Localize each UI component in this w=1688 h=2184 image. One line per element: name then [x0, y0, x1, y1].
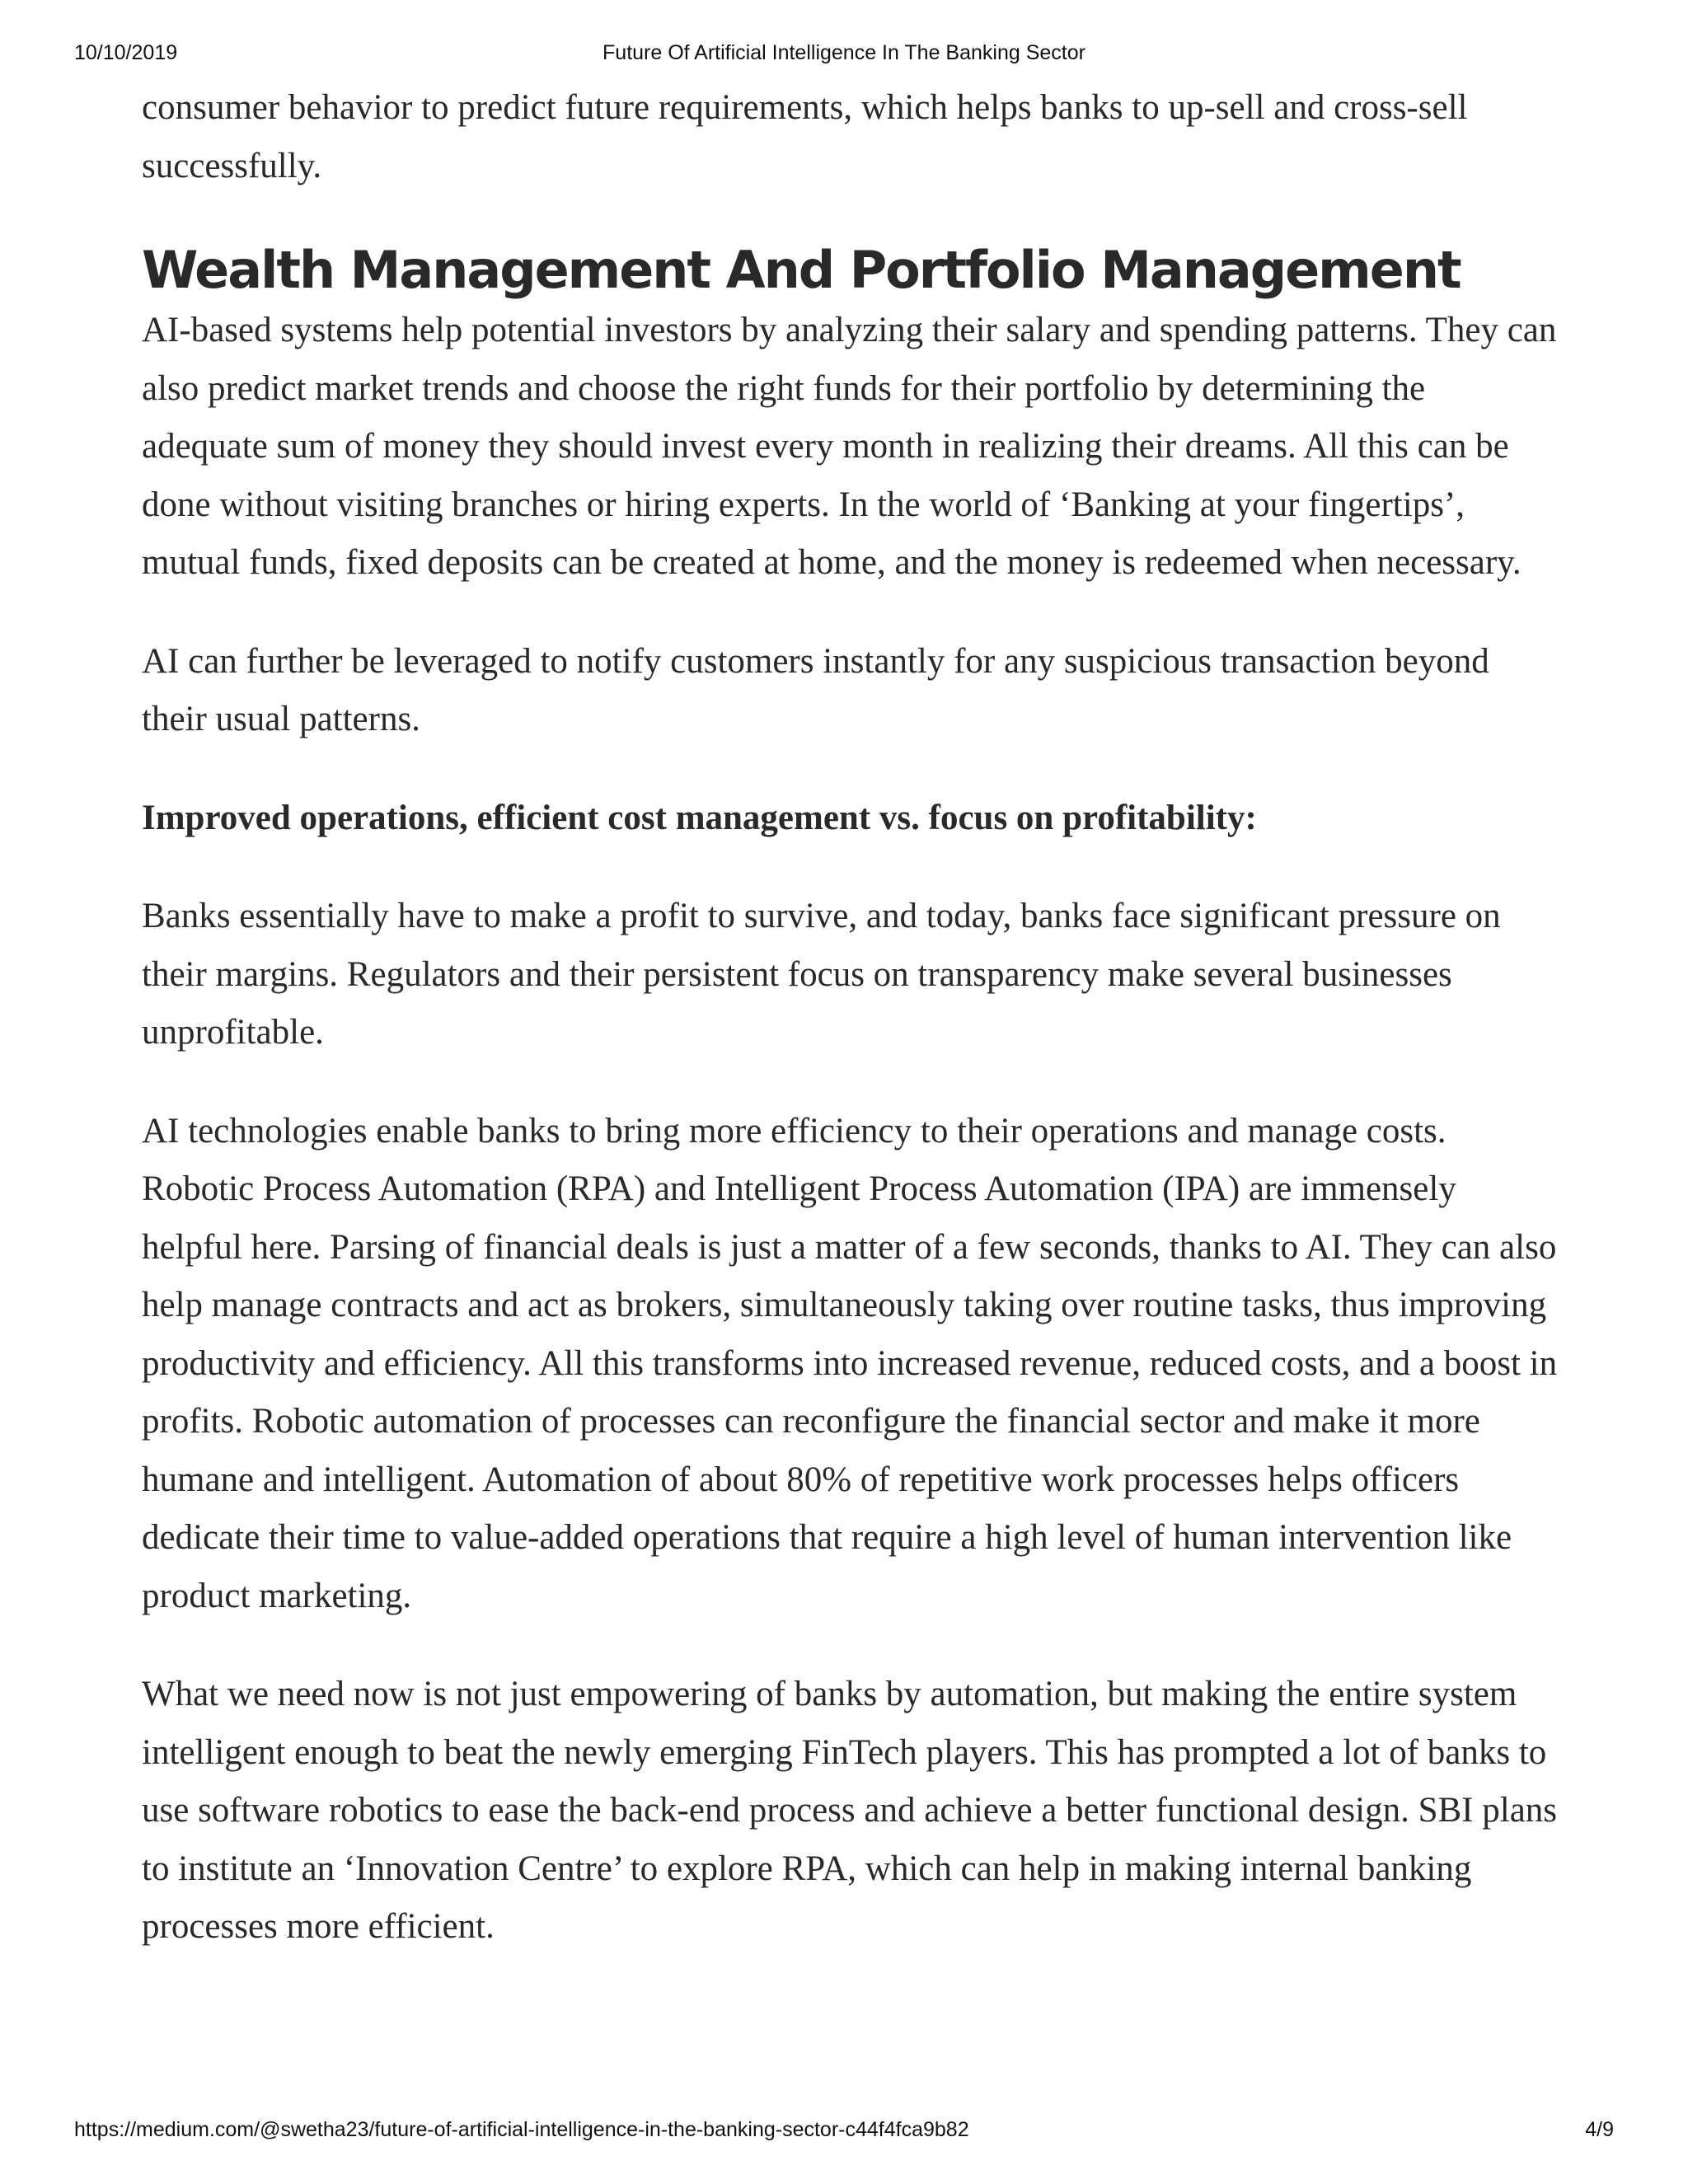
print-date: 10/10/2019 [74, 41, 178, 64]
source-url: https://medium.com/@swetha23/future-of-artificial-intelligence-in-the-banking-sector-c44f4fca9b82 [74, 2118, 969, 2141]
article-body [142, 79, 1559, 1997]
section-heading: Wealth Management And Portfolio Management [142, 240, 1461, 300]
paragraph-ai-efficiency: AI technologies enable banks to bring more efficiency to their operations and manage costs. Robotic Process Automation (RPA) and Intelligent Process Automation (IPA) are immensely helpful here. Parsing of financial deals is just a matter of a few seconds, thanks to AI. They can also help manage contracts and act as brokers, simultaneously taking over routine tasks, thus improving productivity and efficiency. All this transforms into increased revenue, reduced costs, and a boost in profits. Robotic automation of processes can reconfigure the financial sector and make it more humane and intelligent. Automation of about 80% of repetitive work processes helps officers dedicate their time to value-added operations that require a high level of human intervention like product marketing. [142, 1111, 1558, 1615]
document-title: Future Of Artificial Intelligence In The Banking Sector [603, 41, 1085, 64]
print-header [74, 41, 1614, 68]
print-footer [74, 2118, 1614, 2144]
paragraph-profit-pressure: Banks essentially have to make a profit to survive, and today, banks face significant pressure on their margins. Regulators and their persistent focus on transparency make several businesses unprofitable. [142, 897, 1501, 1052]
paragraph-fintech: What we need now is not just empowering of banks by automation, but making the entire system intelligent enough to beat the newly emerging FinTech players. This has prompted a lot of banks to use software robotics to ease the back-end process and achieve a better functional design. SBI plans to institute an ‘Innovation Centre’ to explore RPA, which can help in making internal banking processes more efficient. [142, 1675, 1558, 1946]
paragraph-intro-continuation: consumer behavior to predict future requirements, which helps banks to up-sell and cross-sell successfully. [142, 88, 1468, 185]
paragraph-suspicious-transactions: AI can further be leveraged to notify customers instantly for any suspicious transaction beyond their usual patterns. [142, 641, 1489, 738]
page-number: 4/9 [1585, 2118, 1614, 2141]
bold-subheading: Improved operations, efficient cost management vs. focus on profitability: [142, 798, 1257, 837]
paragraph-wealth-management: AI-based systems help potential investors by analyzing their salary and spending patterns. They can also predict market trends and choose the right funds for their portfolio by determining the adequate sum of money they should invest every month in realizing their dreams. All this can be done without visiting branches or hiring experts. In the world of ‘Banking at your fingertips’, mutual funds, fixed deposits can be created at home, and the money is redeemed when necessary. [142, 311, 1557, 582]
